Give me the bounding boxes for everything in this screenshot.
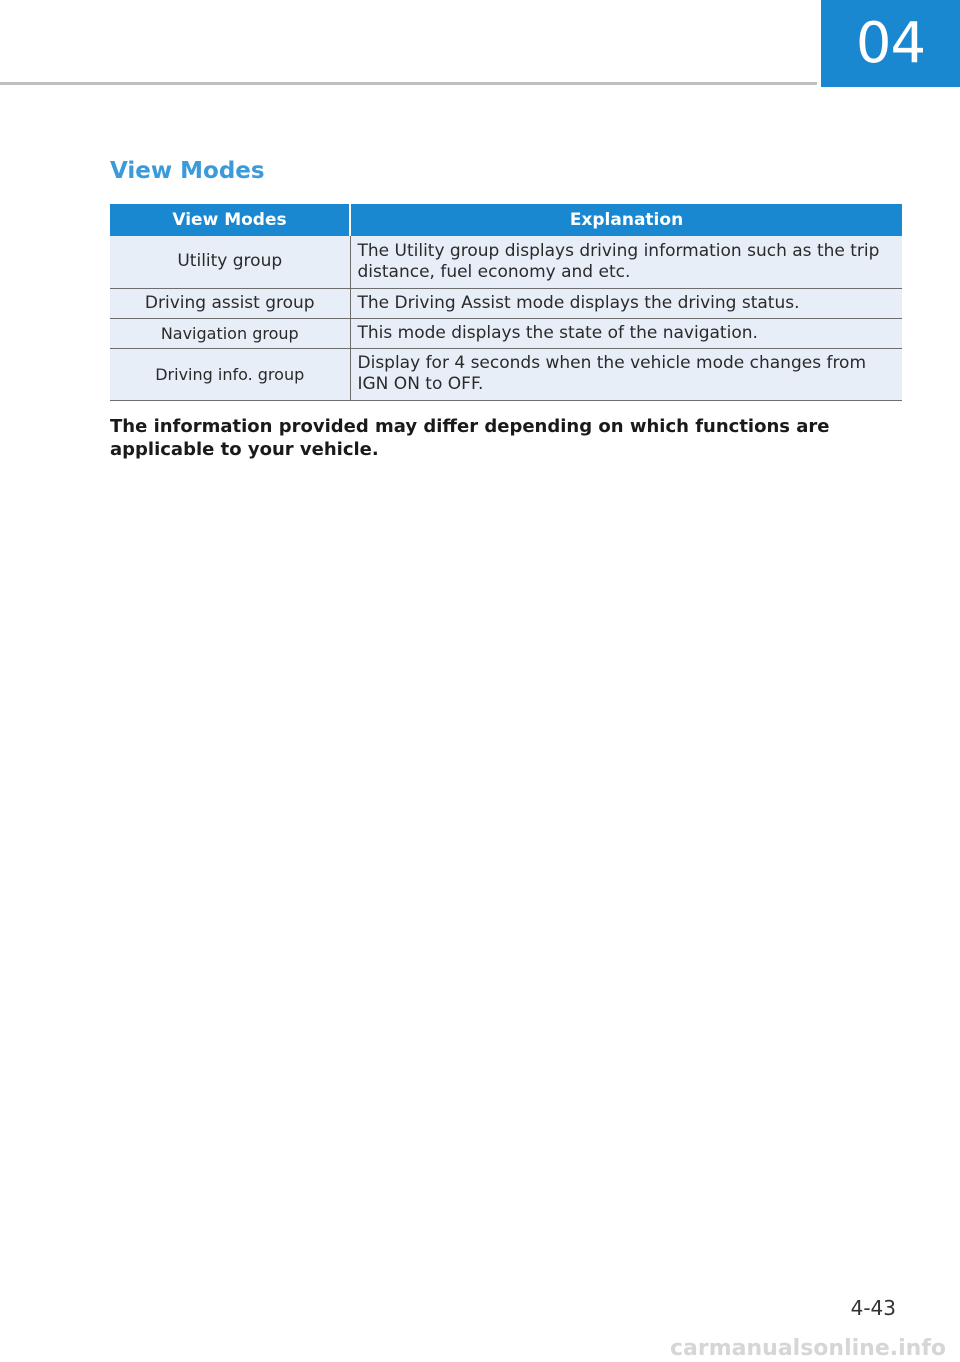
table-row <box>110 288 902 318</box>
view-modes-table <box>110 204 902 401</box>
column-header-view-modes: View Modes <box>110 204 350 236</box>
explanation-cell: The Utility group displays driving information such as the trip distance, fuel economy and etc. <box>350 236 902 288</box>
table-header-row <box>110 204 902 236</box>
mode-cell: Utility group <box>110 236 350 288</box>
chapter-tab: 04 <box>821 0 960 87</box>
applicability-note: The information provided may differ depending on which functions are applicable to your vehicle. <box>110 416 830 460</box>
section-title: View Modes <box>110 158 265 184</box>
explanation-cell: The Driving Assist mode displays the driving status. <box>350 288 902 318</box>
table-row <box>110 318 902 348</box>
mode-cell: Driving assist group <box>110 288 350 318</box>
watermark: carmanualsonline.info <box>670 1336 946 1361</box>
explanation-cell: Display for 4 seconds when the vehicle mode changes from IGN ON to OFF. <box>350 348 902 400</box>
explanation-cell: This mode displays the state of the navigation. <box>350 318 902 348</box>
table-row <box>110 348 902 400</box>
mode-cell: Navigation group <box>110 318 350 348</box>
column-header-explanation: Explanation <box>350 204 902 236</box>
mode-cell: Driving info. group <box>110 348 350 400</box>
header-rule <box>0 82 817 85</box>
page-number: 4-43 <box>850 1296 896 1320</box>
table-row <box>110 236 902 288</box>
